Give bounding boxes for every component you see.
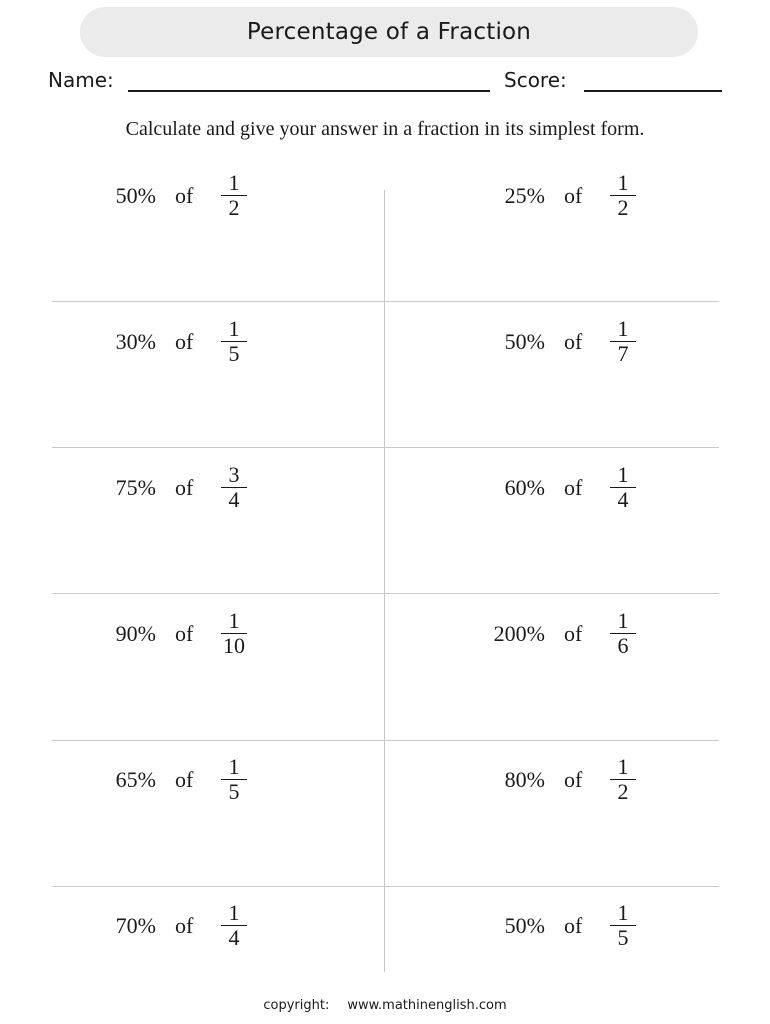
of-word: of <box>175 183 194 208</box>
fraction-denominator: 6 <box>617 633 629 658</box>
worksheet-title: Percentage of a Fraction <box>246 19 532 45</box>
fraction-numerator: 1 <box>617 170 629 195</box>
worksheet-title-banner <box>80 7 698 57</box>
problem-item <box>52 316 252 366</box>
fraction-numerator: 1 <box>617 316 629 341</box>
footer <box>0 998 770 1013</box>
fraction-denominator: 2 <box>617 195 629 220</box>
row-divider <box>52 593 719 594</box>
row-divider <box>52 740 719 741</box>
fraction-denominator: 7 <box>617 341 629 366</box>
fraction <box>219 317 249 366</box>
percent-value: 50% <box>504 329 545 354</box>
fraction <box>608 317 638 366</box>
fraction-denominator: 5 <box>617 925 629 950</box>
percent-value: 90% <box>115 621 156 646</box>
percent-value: 50% <box>115 183 156 208</box>
fraction-numerator: 3 <box>228 462 240 487</box>
fraction <box>608 901 638 950</box>
of-word: of <box>175 767 194 792</box>
problem-item <box>52 170 252 220</box>
fraction <box>219 755 249 804</box>
fraction <box>219 463 249 512</box>
of-word: of <box>175 621 194 646</box>
fraction <box>608 755 638 804</box>
fraction-denominator: 4 <box>228 925 240 950</box>
fraction <box>608 609 638 658</box>
row-divider <box>52 886 719 887</box>
instructions-text: Calculate and give your answer in a fraction in its simplest form. <box>125 118 645 140</box>
of-word: of <box>175 329 194 354</box>
fraction-numerator: 1 <box>617 608 629 633</box>
fraction-denominator: 4 <box>617 487 629 512</box>
name-score-row <box>48 66 723 100</box>
row-divider <box>52 301 719 302</box>
percent-value: 80% <box>504 767 545 792</box>
percent-value: 75% <box>115 475 156 500</box>
name-answer-line <box>128 90 490 92</box>
copyright-label: copyright: <box>263 998 330 1013</box>
problem-item <box>441 316 641 366</box>
fraction-numerator: 1 <box>617 754 629 779</box>
fraction-numerator: 1 <box>228 608 240 633</box>
problem-item <box>52 608 252 658</box>
problem-item <box>441 462 641 512</box>
website-link: www.mathinenglish.com <box>347 998 507 1013</box>
of-word: of <box>564 183 583 208</box>
of-word: of <box>175 913 194 938</box>
fraction-numerator: 1 <box>617 462 629 487</box>
fraction <box>608 171 638 220</box>
fraction-numerator: 1 <box>617 900 629 925</box>
of-word: of <box>564 475 583 500</box>
fraction <box>608 463 638 512</box>
percent-value: 200% <box>493 621 545 646</box>
problem-item <box>441 754 641 804</box>
percent-value: 70% <box>115 913 156 938</box>
fraction-denominator: 5 <box>228 779 240 804</box>
fraction-numerator: 1 <box>228 316 240 341</box>
of-word: of <box>175 475 194 500</box>
fraction-denominator: 2 <box>228 195 240 220</box>
percent-value: 30% <box>115 329 156 354</box>
row-divider <box>52 447 719 448</box>
of-word: of <box>564 767 583 792</box>
percent-value: 65% <box>115 767 156 792</box>
fraction-numerator: 1 <box>228 900 240 925</box>
percent-value: 60% <box>504 475 545 500</box>
score-label: Score: <box>504 68 567 92</box>
of-word: of <box>564 329 583 354</box>
name-label: Name: <box>48 68 114 92</box>
problem-item <box>441 608 641 658</box>
fraction <box>219 609 249 658</box>
fraction <box>219 171 249 220</box>
fraction-denominator: 10 <box>223 633 245 658</box>
percent-value: 50% <box>504 913 545 938</box>
problem-item <box>52 754 252 804</box>
fraction-denominator: 4 <box>228 487 240 512</box>
problem-item <box>441 900 641 950</box>
problem-item <box>52 900 252 950</box>
problem-item <box>52 462 252 512</box>
problem-item <box>441 170 641 220</box>
percent-value: 25% <box>504 183 545 208</box>
fraction-numerator: 1 <box>228 170 240 195</box>
fraction <box>219 901 249 950</box>
problem-grid <box>52 160 719 972</box>
of-word: of <box>564 913 583 938</box>
score-answer-line <box>584 90 722 92</box>
column-divider <box>384 190 385 972</box>
fraction-denominator: 2 <box>617 779 629 804</box>
fraction-denominator: 5 <box>228 341 240 366</box>
fraction-numerator: 1 <box>228 754 240 779</box>
of-word: of <box>564 621 583 646</box>
